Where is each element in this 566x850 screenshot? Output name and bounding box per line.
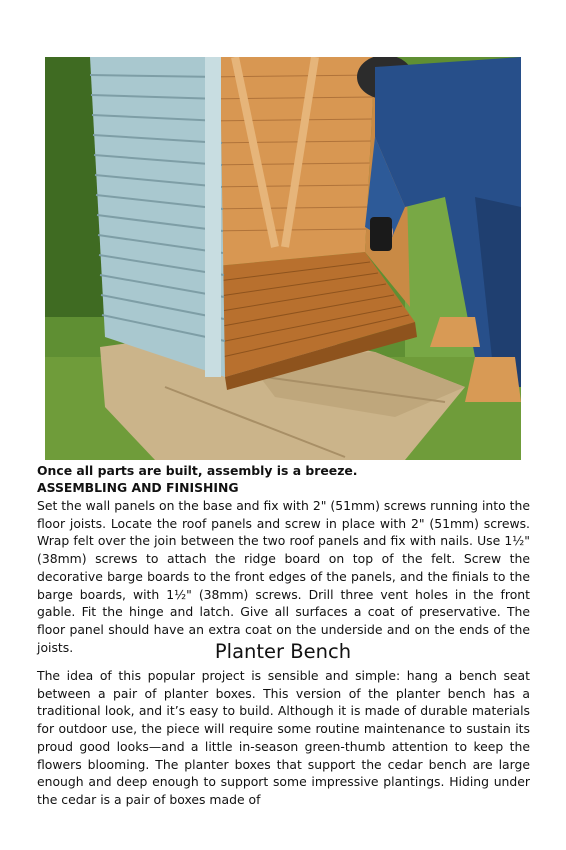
assembly-paragraph: Set the wall panels on the base and fix with 2" (51mm) screws running into the floor joists. Locate the roof panels and screw in place with 2" (51mm) screws. Wrap felt over the join between the two roof panels and fix with nails. Use 1½" (38mm) screws to attach the ridge board on top of the felt. Screw the decorative barge boards to the front edges of the panels, and the finials to the barge boards, with 1½" (38mm) screws. Drill three vent holes in the front gable. Fit the hinge and latch. Give all surfaces a coat of preservative. The floor panel should have an extra coat on the underside and on the ends of the joists. bbox=[37, 498, 530, 655]
intro-paragraph: The idea of this popular project is sensible and simple: hang a bench seat between a pair of planter boxes. This version of the planter bench has a traditional look, and it’s easy to build. Although it is made of durable materials for outdoor use, the piece will require some routine maintenance to sustain its proud good looks—and a little in-season green-thumb attention to keep the flowers blooming. The planter boxes that support the cedar bench are large enough and deep enough to support some impressive plantings. Hiding under the cedar is a pair of boxes made of bbox=[37, 668, 530, 807]
section-heading: ASSEMBLING AND FINISHING bbox=[37, 480, 239, 495]
photo-caption: Once all parts are built, assembly is a breeze. bbox=[37, 463, 358, 478]
shed-assembly-photo bbox=[45, 57, 521, 460]
shed-illustration bbox=[45, 57, 521, 460]
page-title: Planter Bench bbox=[214, 640, 352, 663]
